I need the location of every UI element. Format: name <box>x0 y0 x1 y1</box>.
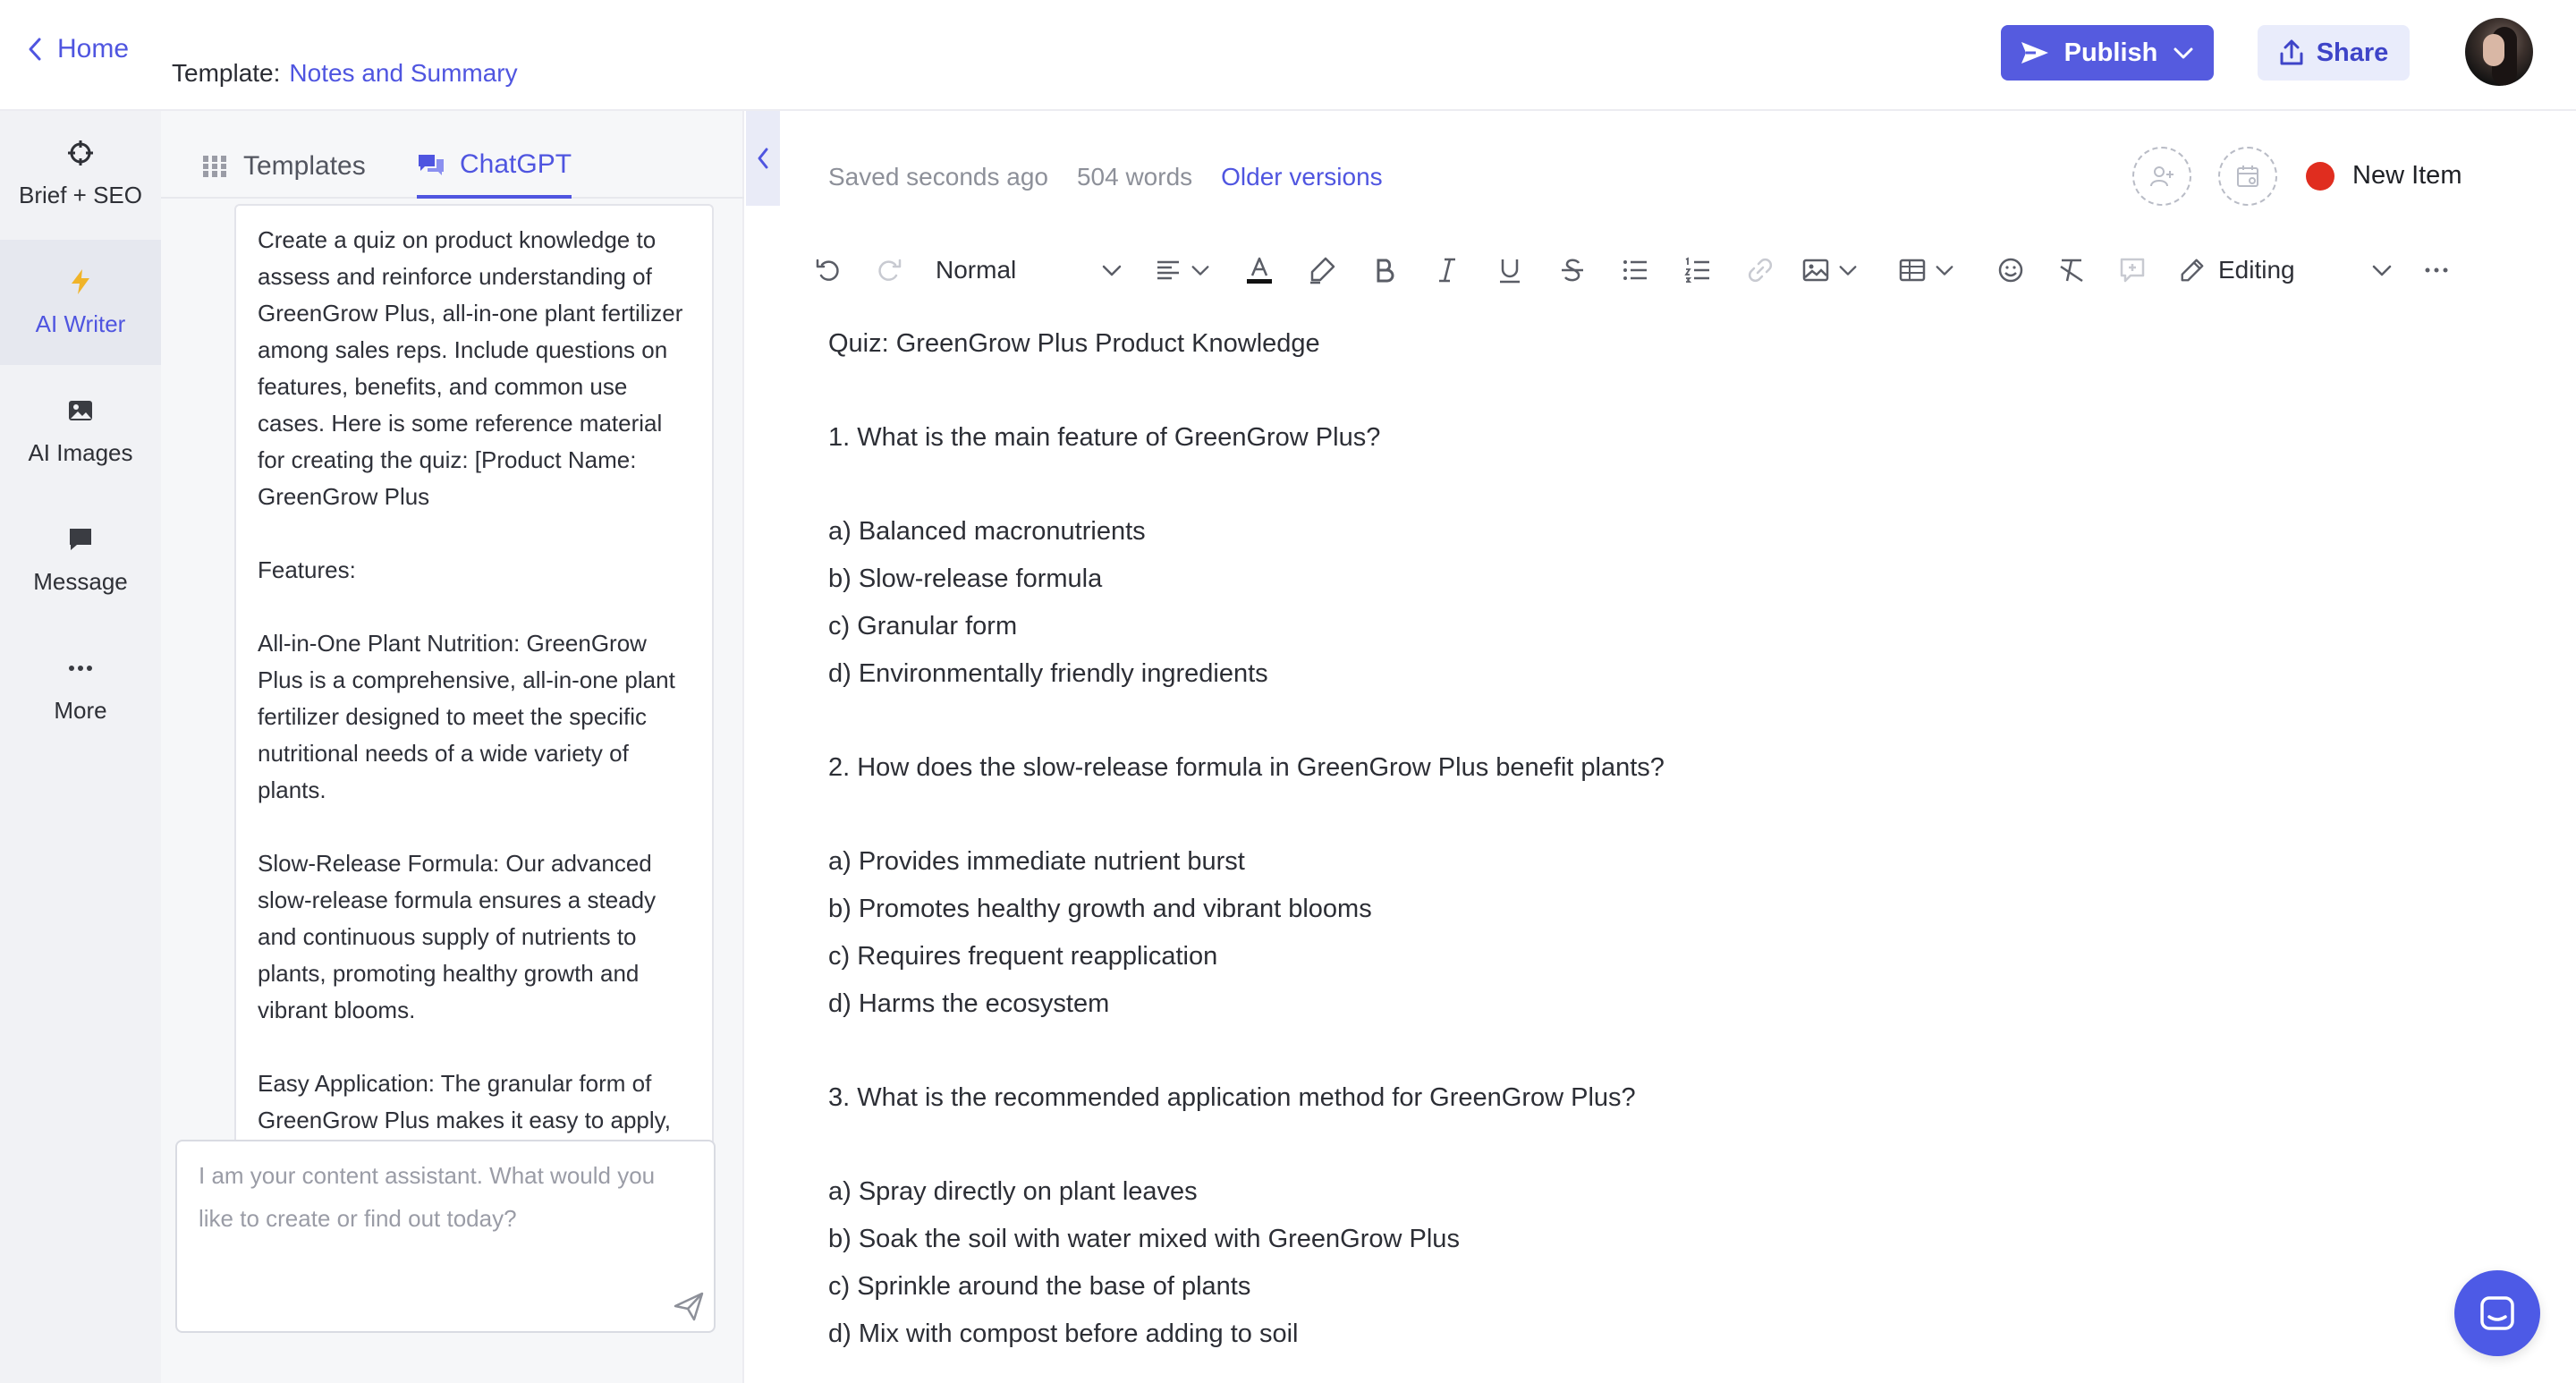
highlighter-icon <box>1308 256 1336 284</box>
rail-item-brief-seo[interactable] <box>0 111 161 236</box>
image-icon <box>66 396 95 425</box>
tab-templates[interactable] <box>200 134 366 199</box>
assistant-panel <box>161 111 744 1383</box>
emoji-button[interactable] <box>1991 252 2030 288</box>
saved-status: Saved seconds ago <box>828 163 1048 191</box>
template-indicator <box>172 59 518 88</box>
template-name-link[interactable]: Notes and Summary <box>289 59 518 87</box>
more-options-button[interactable] <box>2420 252 2453 288</box>
clear-format-icon <box>2057 256 2086 284</box>
doc-blank-line <box>828 1122 2349 1168</box>
more-dots-icon <box>66 654 95 683</box>
word-count: 504 words <box>1076 163 1193 191</box>
chevron-left-icon <box>25 36 45 63</box>
templates-icon <box>200 152 229 181</box>
bullet-list-icon <box>1621 256 1649 284</box>
rail-item-ai-writer[interactable] <box>0 240 161 365</box>
table-icon <box>1898 256 1927 284</box>
tab-chatgpt[interactable] <box>417 134 572 199</box>
upload-icon <box>2279 39 2304 66</box>
rail-item-label: AI Images <box>28 438 133 466</box>
share-button-label: Share <box>2316 38 2389 67</box>
text-style-value: Normal <box>936 256 1017 284</box>
chevron-down-icon <box>1190 259 1211 281</box>
collapse-panel-button[interactable] <box>746 111 780 206</box>
bold-button[interactable] <box>1365 252 1404 288</box>
document-body[interactable] <box>828 320 2349 1358</box>
image-icon <box>1801 256 1830 284</box>
chat-bubble-icon <box>66 525 95 554</box>
redo-icon <box>875 256 903 284</box>
doc-answer-option: d) Mix with compost before adding to soil <box>828 1319 1299 1348</box>
doc-answer-option: c) Requires frequent reapplication <box>828 942 1218 971</box>
assign-user-button[interactable] <box>2132 147 2191 206</box>
bullet-list-button[interactable] <box>1615 252 1655 288</box>
user-avatar[interactable] <box>2465 18 2533 86</box>
numbered-list-button[interactable] <box>1678 252 1717 288</box>
item-status-label: New Item <box>2352 161 2462 190</box>
doc-question: 2. How does the slow-release formula in GreenGrow Plus benefit plants? <box>828 753 1665 782</box>
crosshair-icon <box>66 139 95 167</box>
chat-input-box <box>175 1140 716 1333</box>
prompt-paragraph: Features: <box>258 556 356 583</box>
support-chat-button[interactable] <box>2454 1270 2540 1356</box>
italic-icon <box>1433 256 1462 284</box>
add-user-icon <box>2148 163 2175 190</box>
document-status-row <box>828 159 1383 195</box>
emoji-icon <box>1996 256 2025 284</box>
doc-answer-option: d) Harms the ecosystem <box>828 989 1110 1018</box>
doc-answer-option: a) Provides immediate nutrient burst <box>828 847 1245 876</box>
left-nav-rail <box>0 111 161 1383</box>
doc-title: Quiz: GreenGrow Plus Product Knowledge <box>828 329 1320 358</box>
prompt-paragraph: Slow-Release Formula: Our advanced slow-release formula ensures a steady and continuous supply of nutrients to plants, promoting healthy growth and vibrant blooms. <box>258 850 663 1023</box>
doc-answer-option: b) Promotes healthy growth and vibrant blooms <box>828 895 1372 923</box>
editor-toolbar <box>810 243 2447 297</box>
more-horizontal-icon <box>2422 256 2451 284</box>
chevron-down-icon <box>2370 259 2394 282</box>
chat-icon <box>417 150 445 179</box>
share-button[interactable] <box>2258 25 2410 81</box>
align-dropdown[interactable] <box>1147 252 1218 288</box>
underline-button[interactable] <box>1490 252 1530 288</box>
chevron-down-icon <box>1934 259 1955 281</box>
doc-blank-line <box>828 368 2349 414</box>
send-icon <box>2020 39 2050 66</box>
text-style-select[interactable] <box>936 249 1123 292</box>
calendar-icon <box>2234 163 2261 190</box>
comment-icon <box>2118 256 2147 284</box>
chevron-left-icon <box>756 146 770 171</box>
avatar-face-shape <box>2483 34 2504 66</box>
clear-format-button[interactable] <box>2052 252 2091 288</box>
insert-image-dropdown[interactable] <box>1794 252 1866 288</box>
publish-button[interactable] <box>2001 25 2214 81</box>
doc-question: 3. What is the recommended application method for GreenGrow Plus? <box>828 1083 1636 1112</box>
doc-answer-option: c) Granular form <box>828 612 1018 641</box>
rail-item-label: Message <box>33 567 128 595</box>
chevron-down-icon <box>2172 41 2195 64</box>
template-prefix: Template: <box>172 59 281 87</box>
doc-answer-option: b) Soak the soil with water mixed with GreenGrow Plus <box>828 1225 1460 1253</box>
rail-item-label: AI Writer <box>35 310 126 337</box>
status-dot <box>2306 162 2334 191</box>
chevron-down-icon <box>1837 259 1859 281</box>
editing-mode-select[interactable] <box>2179 249 2394 292</box>
chat-widget-icon <box>2478 1294 2517 1333</box>
numbered-list-icon <box>1683 256 1712 284</box>
strikethrough-icon <box>1558 256 1587 284</box>
doc-answer-option: b) Slow-release formula <box>828 564 1103 593</box>
prompt-paragraph: All-in-One Plant Nutrition: GreenGrow Plus is a comprehensive, all-in-one plant fertilizer designed to meet the specific nutritional needs of a wide variety of plants. <box>258 630 682 803</box>
highlight-button[interactable] <box>1302 252 1342 288</box>
doc-blank-line <box>828 698 2349 744</box>
link-button[interactable] <box>1741 252 1780 288</box>
doc-blank-line <box>828 462 2349 508</box>
bold-icon <box>1370 256 1399 284</box>
doc-answer-option: a) Spray directly on plant leaves <box>828 1177 1198 1206</box>
prompt-message-card <box>234 204 714 1251</box>
prompt-paragraph: Create a quiz on product knowledge to assess and reinforce understanding of GreenGrow Plus, all-in-one plant fertilizer among sales reps. Include questions on features, benefits, and common use cases. Here is some reference material for creating the quiz: [Product Name: GreenGrow Plus <box>258 226 690 510</box>
prompt-paragraph: Easy Application: The granular form of GreenGrow Plus makes it easy to apply, <box>258 1070 671 1133</box>
rail-item-more[interactable] <box>0 626 161 751</box>
align-left-icon <box>1154 256 1182 284</box>
rail-item-label: More <box>54 696 107 724</box>
doc-answer-option: a) Balanced macronutrients <box>828 517 1146 546</box>
italic-button[interactable] <box>1428 252 1467 288</box>
publish-button-label: Publish <box>2063 38 2158 67</box>
item-status-selector[interactable] <box>2306 161 2462 191</box>
rail-item-message[interactable] <box>0 497 161 623</box>
home-link-label: Home <box>57 34 130 64</box>
due-date-button[interactable] <box>2218 147 2277 206</box>
chat-input[interactable] <box>199 1154 696 1279</box>
send-message-icon[interactable] <box>673 1290 705 1322</box>
insert-table-dropdown[interactable] <box>1891 252 1962 288</box>
text-color-icon <box>1245 256 1274 284</box>
doc-blank-line <box>828 1028 2349 1074</box>
doc-answer-option: d) Environmentally friendly ingredients <box>828 659 1268 688</box>
comment-button[interactable] <box>2113 252 2152 288</box>
lightning-icon <box>66 267 95 296</box>
undo-button[interactable] <box>810 252 846 288</box>
panel-tabs <box>161 111 744 199</box>
link-icon <box>1746 256 1775 284</box>
rail-item-label: Brief + SEO <box>19 181 142 208</box>
editing-mode-value: Editing <box>2218 256 2295 284</box>
rail-item-ai-images[interactable] <box>0 369 161 494</box>
text-color-button[interactable] <box>1240 252 1279 288</box>
older-versions-link[interactable]: Older versions <box>1221 163 1383 191</box>
doc-answer-option: c) Sprinkle around the base of plants <box>828 1272 1251 1301</box>
tab-label: Templates <box>243 151 366 181</box>
redo-button[interactable] <box>871 252 907 288</box>
home-link[interactable] <box>25 34 129 64</box>
top-header <box>0 0 2576 111</box>
doc-blank-line <box>828 792 2349 838</box>
undo-icon <box>814 256 843 284</box>
doc-question: 1. What is the main feature of GreenGrow Plus? <box>828 423 1381 452</box>
strikethrough-button[interactable] <box>1553 252 1592 288</box>
pencil-icon <box>2179 257 2206 284</box>
underline-icon <box>1496 256 1524 284</box>
chevron-down-icon <box>1100 259 1123 282</box>
tab-label: ChatGPT <box>460 149 572 179</box>
